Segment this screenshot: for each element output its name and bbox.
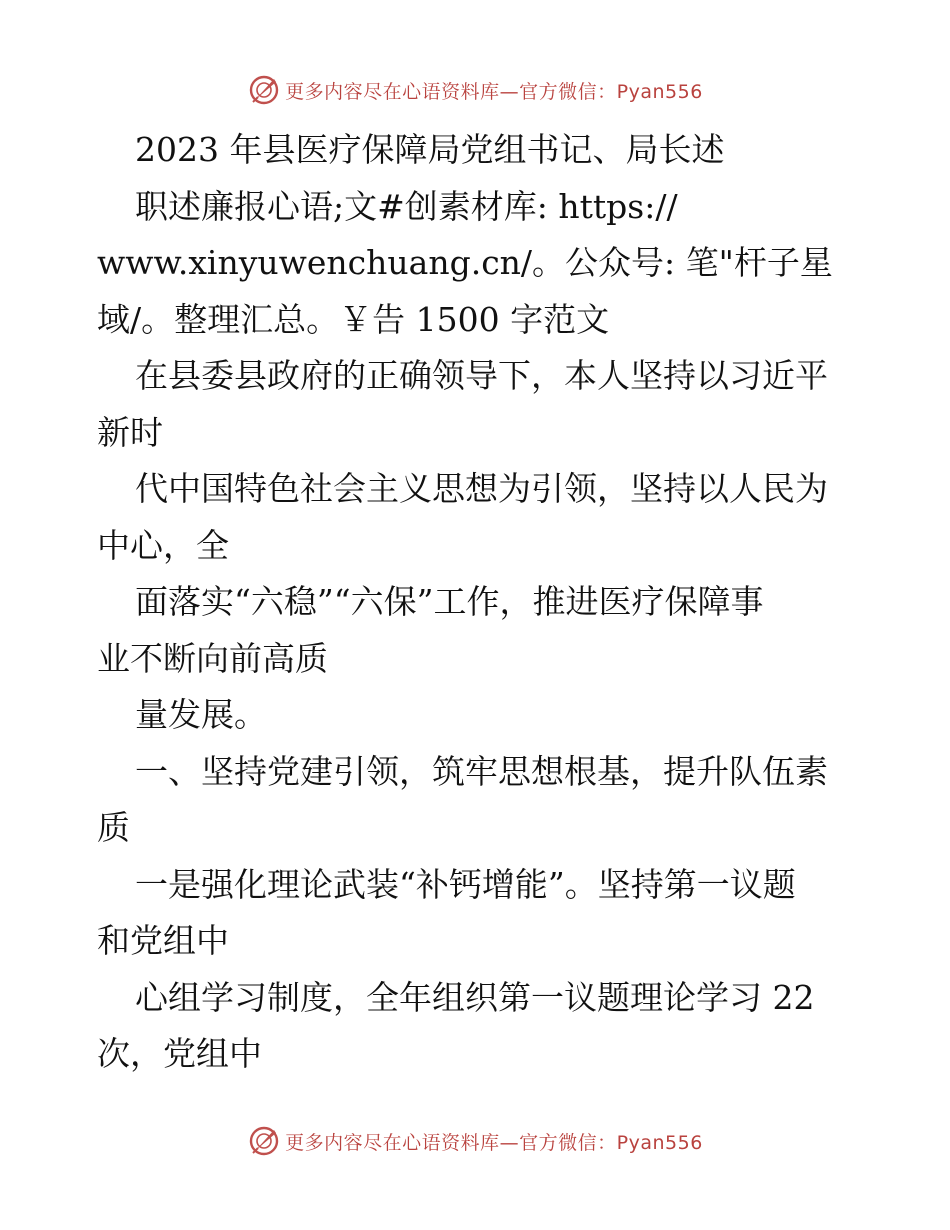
document-title-line-4: 域/。整理汇总。￥告 1500 字范文	[97, 299, 610, 339]
paragraph-line: 心组学习制度，全年组织第一议题理论学习 22	[135, 977, 815, 1017]
paragraph-line: 业不断向前高质	[97, 638, 328, 678]
paragraph-line: 代中国特色社会主义思想为引领，坚持以人民为	[135, 469, 828, 508]
paragraph-line: 新时	[97, 412, 163, 452]
footer-banner-text: 更多内容尽在心语资料库—官方微信：Pyan556	[285, 1131, 703, 1154]
paragraph-line: 中心，全	[97, 525, 229, 565]
document-title-line-1: 2023 年县医疗保障局党组书记、局长述	[135, 130, 725, 169]
document-title-line-2: 职述廉报心语;文#创素材库: https://	[135, 186, 678, 226]
footer-banner	[0, 1121, 950, 1161]
section-heading-line: 一、坚持党建引领，筑牢思想根基，提升队伍素	[135, 751, 828, 791]
section-heading-line: 质	[97, 808, 130, 847]
document-title-line-3: www.xinyuwenchuang.cn/。公众号: 笔"杆子星	[97, 243, 833, 282]
paragraph-line: 和党组中	[97, 921, 229, 960]
header-banner-text: 更多内容尽在心语资料库—官方微信：Pyan556	[285, 80, 703, 103]
paragraph-line: 一是强化理论武装“补钙增能”。坚持第一议题	[135, 864, 796, 904]
paragraph-line: 次，党组中	[97, 1034, 262, 1073]
paragraph-line: 在县委县政府的正确领导下，本人坚持以习近平	[135, 356, 828, 395]
header-banner	[0, 70, 950, 110]
paragraph-line: 面落实“六稳”“六保”工作，推进医疗保障事	[135, 582, 764, 621]
paragraph-line: 量发展。	[135, 695, 267, 734]
document-body	[97, 122, 857, 1083]
quill-pen-logo-icon	[247, 1124, 281, 1158]
quill-pen-logo-icon	[247, 73, 281, 107]
